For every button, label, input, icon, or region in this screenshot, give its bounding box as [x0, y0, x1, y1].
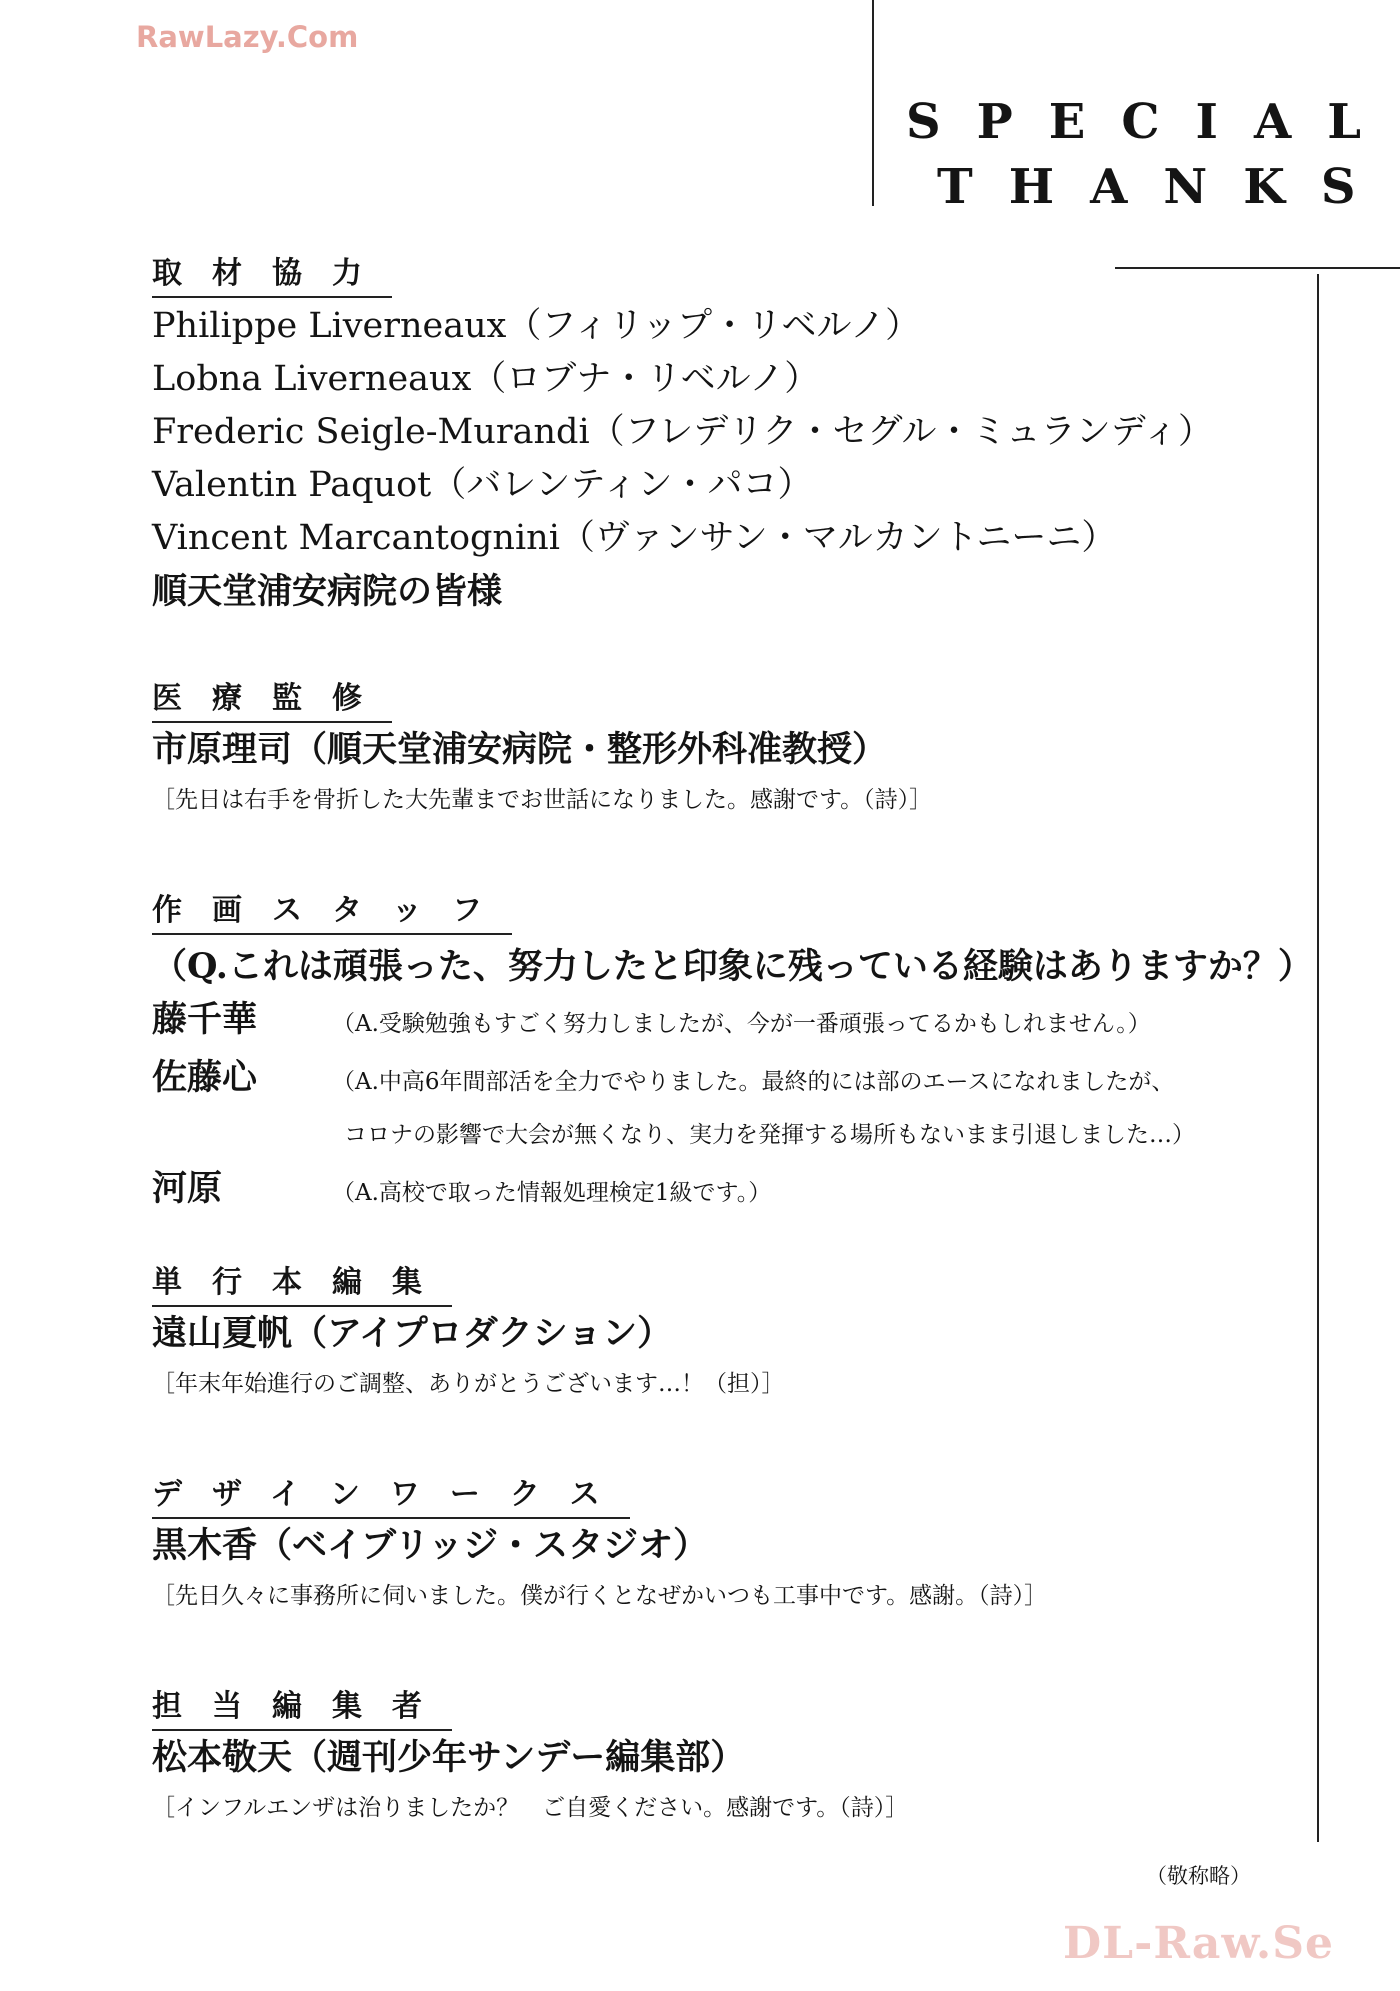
coverage-item: Frederic Seigle-Murandi（フレデリク・セグル・ミュランディ） — [152, 411, 1213, 452]
design-note: ［先日久々に事務所に伺いました。僕が行くとなぜかいつも工事中です。感謝。（詩）］ — [152, 1582, 1048, 1609]
coverage-item: Vincent Marcantognini（ヴァンサン・マルカントニーニ） — [152, 517, 1117, 558]
art-staff-member — [152, 1162, 1313, 1220]
honorific-note: （敬称略） — [1146, 1864, 1251, 1888]
vertical-rule-right — [1317, 274, 1319, 1842]
section-heading-editor: 担当編集者 — [152, 1688, 452, 1731]
title-thanks: THANKS — [937, 159, 1392, 215]
editing-name: 遠山夏帆（アイプロダクション） — [152, 1312, 673, 1354]
coverage-item: 順天堂浦安病院の皆様 — [152, 570, 503, 612]
member-answer: （A.中高6年間部活を全力でやりました。最終的には部のエースになれましたが、 — [332, 1068, 1175, 1095]
vertical-rule-top — [872, 0, 874, 206]
design-name: 黒木香（ベイブリッジ・スタジオ） — [152, 1524, 709, 1566]
watermark-bottom: DL-Raw.Se — [1063, 1918, 1334, 1969]
medical-note: ［先日は右手を骨折した大先輩までお世話になりました。感謝です。（詩）］ — [152, 786, 933, 813]
art-staff-member — [152, 1051, 1313, 1109]
section-heading-design: デザインワークス — [152, 1476, 630, 1519]
editor-note: ［インフルエンザは治りましたか？ ご自愛ください。感謝です。（詩）］ — [152, 1794, 909, 1821]
editor-name: 松本敬天（週刊少年サンデー編集部） — [152, 1736, 746, 1778]
section-coverage — [152, 255, 1213, 618]
coverage-item: Valentin Paquot（バレンティン・パコ） — [152, 464, 813, 505]
coverage-item: Philippe Liverneaux（フィリップ・リベルノ） — [152, 305, 921, 346]
member-name: 藤千華 — [152, 998, 258, 1040]
art-staff-member — [152, 993, 1313, 1051]
section-editing — [152, 1264, 785, 1400]
section-medical — [152, 680, 932, 816]
section-art-staff — [152, 892, 1313, 1220]
medical-name: 市原理司（順天堂浦安病院・整形外科准教授） — [152, 728, 888, 770]
member-answer-continued: コロナの影響で大会が無くなり、実力を発揮する場所もないまま引退しました…） — [344, 1121, 1195, 1148]
editing-note: ［年末年始進行のご調整、ありがとうございます…！（担）］ — [152, 1370, 785, 1397]
art-staff-question: （Q.これは頑張った、努力したと印象に残っている経験はありますか？） — [152, 945, 1313, 987]
section-editor — [152, 1688, 908, 1824]
section-heading-editing: 単行本編集 — [152, 1264, 452, 1307]
member-name: 佐藤心 — [152, 1056, 258, 1098]
coverage-item: Lobna Liverneaux（ロブナ・リベルノ） — [152, 358, 820, 399]
member-answer: （A.高校で取った情報処理検定1級です。） — [332, 1179, 772, 1206]
section-design — [152, 1476, 1047, 1612]
watermark-top: RawLazy.Com — [136, 20, 359, 54]
member-name: 河原 — [152, 1167, 223, 1209]
member-answer: （A.受験勉強もすごく努力しましたが、今が一番頑張ってるかもしれません。） — [332, 1010, 1151, 1037]
section-heading-art-staff: 作画スタッフ — [152, 892, 512, 935]
title-special: SPECIAL — [906, 94, 1397, 150]
section-heading-coverage: 取材協力 — [152, 255, 392, 298]
section-heading-medical: 医療監修 — [152, 680, 392, 723]
